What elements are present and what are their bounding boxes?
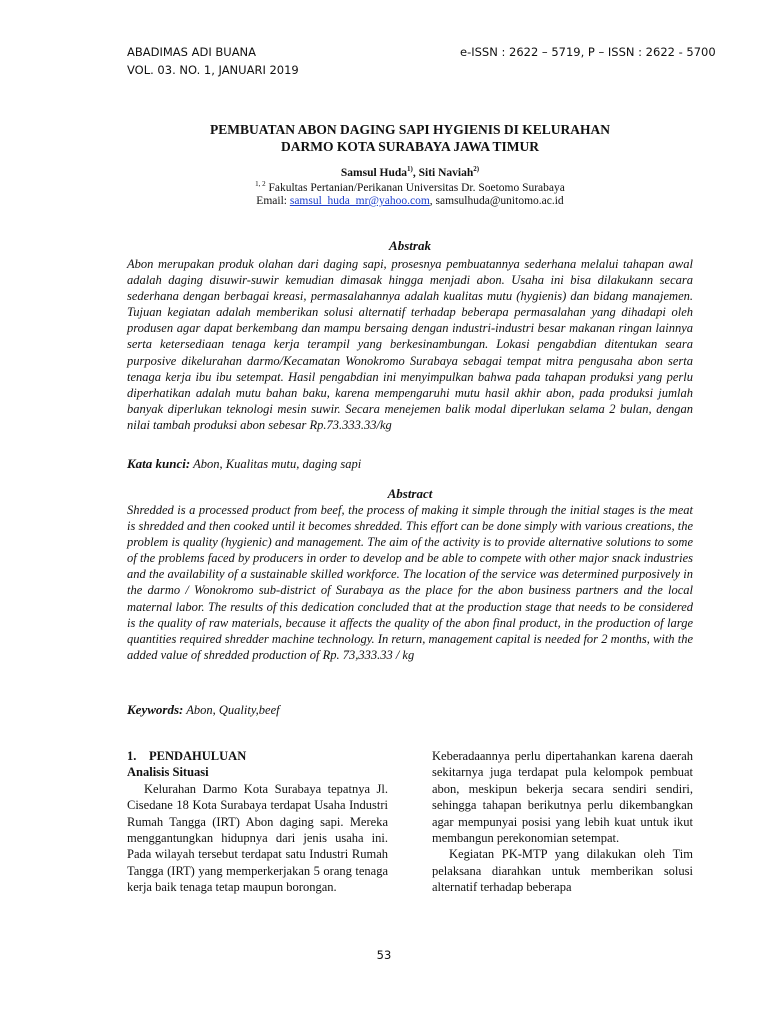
author-1: Samsul Huda <box>340 166 408 179</box>
abstrak-text: Abon merupakan produk olahan dari daging sapi, prosesnya pembuatannya sederhana melalui tahapan awal adalah daging disuwir-suwir kemudian dimasak hingga menjadi abon. Usaha ini bisa dilakukann secara sederhana dengan berbagai kreasi, permasalahannya adalah kualitas mutu (hygienis) dan bidang manajemen. Tujuan kegiatan adalah memberikan solusi alternatif terhadap beberapa permasalahan yang dihadapi oleh produsen agar dapat berkembang dan mampu bersaing dengan industri-industri besar makanan ringan lainnya serta ketersediaan tenaga kerja terampil yang berkesinambungan. Lokasi pengabdian ditentukan seara purposive dikelurahan darmo/Kecamatan Wonokromo Surabaya sebagai tempat mitra pengusaha abon serta tenaga kerja ibu ibu setempat. Hasil pengabdian ini menyimpulkan bahwa pada tahapan produksi yang perlu diperhatikan adalah mutu bahan baku, karena mempengaruhi mutu hasil akhir abon, pada produksi jumlah banyak diperlukan teknologi mesin suwir. Secara menejemen balik modal diperlukan selama 2 bulan, dengan nilai tambah produksi abon sebesar Rp.73.333.33/kg <box>127 257 693 432</box>
journal-issn: e-ISSN : 2622 – 5719, P – ISSN : 2622 - 5700 <box>460 45 716 59</box>
kata-kunci-text: Abon, Kualitas mutu, daging sapi <box>190 457 362 471</box>
email-label: Email: <box>256 195 290 207</box>
subsection-heading: Analisis Situasi <box>127 765 209 780</box>
affiliation-sup: 1, 2 <box>255 180 266 188</box>
journal-name: ABADIMAS ADI BUANA <box>127 45 257 59</box>
paragraph: Kelurahan Darmo Kota Surabaya tepatnya Jl. Cisedane 18 Kota Surabaya terdapat Usaha Industri Rumah Tangga (IRT) Abon daging sapi. Mereka menggantungkan hidupnya dari jenis usaha ini. Pada wilayah tersebut terdapat satu Industri Rumah Tangga (IRT) yang memperkerjakan 5 orang tenaga kerja baik tenaga tetap maupun borongan. <box>127 781 388 895</box>
kata-kunci <box>127 456 693 472</box>
affiliation-text: Fakultas Pertanian/Perikanan Universitas Dr. Soetomo Surabaya <box>265 181 565 194</box>
affiliation <box>127 180 693 194</box>
keywords-text: Abon, Quality,beef <box>183 703 280 717</box>
author-1-sup: 1) <box>407 165 413 173</box>
author-2-sup: 2) <box>473 165 480 173</box>
paper-title <box>127 121 693 155</box>
body-column-left <box>127 748 388 896</box>
email-rest: , samsulhuda@unitomo.ac.id <box>429 195 564 207</box>
body-column-right <box>432 748 693 896</box>
journal-volume: VOL. 03. NO. 1, JANUARI 2019 <box>127 63 299 77</box>
page-number: 53 <box>376 948 392 962</box>
email-line <box>127 195 693 207</box>
keywords-label: Keywords: <box>127 702 184 717</box>
keywords <box>127 702 693 718</box>
author-sep: , <box>412 166 419 179</box>
paragraph: Kegiatan PK-MTP yang dilakukan oleh Tim pelaksana diarahkan untuk memberikan solusi alternatif terhadap beberapa <box>432 847 693 895</box>
section-heading <box>127 748 388 764</box>
paragraph: Keberadaannya perlu dipertahankan karena daerah sekitarnya juga terdapat pula kelompok pembuat abon, meskipun bekerja secara sendiri sendiri, sehingga tahapan berikutnya perlu dikembangkan agar mempunyai posisi yang lebih kuat untuk ikut membangun perekonomian setempat. <box>432 749 693 846</box>
abstrak-heading: Abstrak <box>389 238 431 253</box>
kata-kunci-label: Kata kunci: <box>127 456 191 471</box>
authors <box>127 165 693 179</box>
title-line-1: PEMBUATAN ABON DAGING SAPI HYGIENIS DI KELURAHAN <box>209 122 611 137</box>
section-number: 1. <box>127 749 137 763</box>
email-link[interactable]: samsul_huda_mr@yahoo.com <box>289 195 430 207</box>
title-line-2: DARMO KOTA SURABAYA JAWA TIMUR <box>280 139 540 154</box>
abstract-heading: Abstract <box>387 486 433 501</box>
section-title: PENDAHULUAN <box>149 749 247 763</box>
abstract-text: Shredded is a processed product from beef, the process of making it simple through the initial stages is the meat is shredded and then cooked until it becomes shredded. This effort can be done simply with various creations, the problem is quality (hygienic) and management. The aim of the activity is to provide alternative solutions to some of the problems faced by producers in order to develop and be able to compete with other major snack industries and the availability of a sustainable skilled workforce. The location of the service was determined purposively in the darmo / Wonokromo sub-district of Surabaya as the place for the abon business partners and the local maternal labor. The results of this dedication concluded that at the production stage that needs to be considered is the quality of raw materials, because it affects the quality of the abon final product, in the production of large quantities required shredder machine technology. In return, management capital is needed for 2 months, with the added value of shredded production of Rp. 73,333.33 / kg <box>127 503 693 662</box>
author-2: Siti Naviah <box>418 166 474 179</box>
